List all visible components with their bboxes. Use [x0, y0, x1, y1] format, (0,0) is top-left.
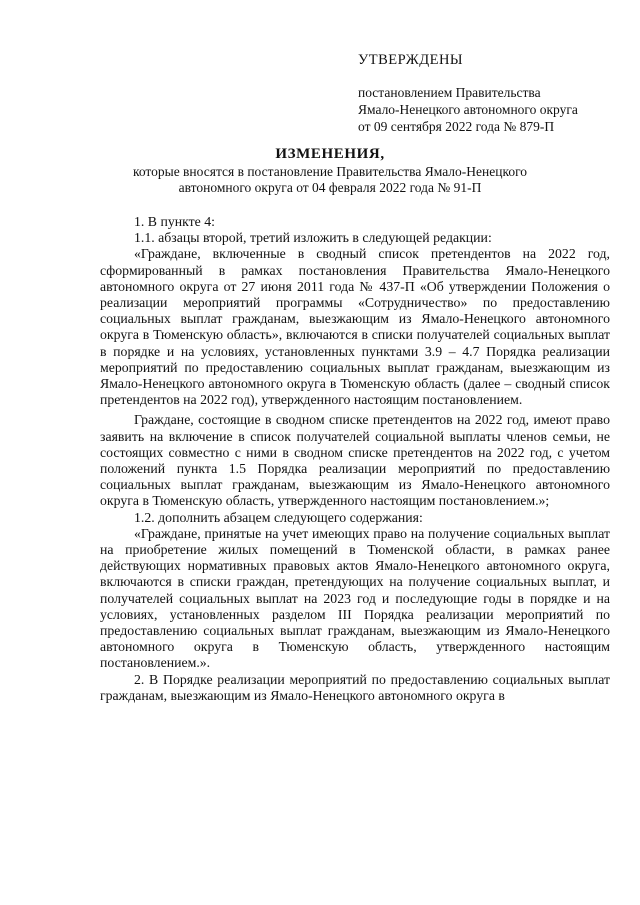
- approval-line: Ямало-Ненецкого автономного округа: [358, 102, 578, 117]
- approval-line: от 09 сентября 2022 года № 879-П: [358, 119, 555, 134]
- paragraph-item-2: 2. В Порядке реализации мероприятий по предоставлению социальных выплат гражданам, выезжающим из Ямало-Ненецкого автономного округа в: [100, 671, 610, 703]
- approval-stamp: [358, 52, 628, 135]
- document-body: [100, 214, 610, 704]
- document-subtitle-line: которые вносятся в постановление Правительства Ямало-Ненецкого: [132, 164, 528, 179]
- document-title: ИЗМЕНЕНИЯ,: [275, 146, 385, 162]
- paragraph-subitem-1-2: 1.2. дополнить абзацем следующего содержания:: [134, 509, 423, 525]
- paragraph-subitem-1-1: 1.1. абзацы второй, третий изложить в следующей редакции:: [134, 230, 492, 246]
- approval-heading: УТВЕРЖДЕНЫ: [358, 52, 464, 68]
- paragraph-quoted-text: «Граждане, принятые на учет имеющих право на получение социальных выплат на приобретение жилых помещений в Тюменской области, в рамках ранее действующих нормативных правовых актов Ямало-Ненецкого автономного округа, включаются в списки граждан, претендующих на получение социальных выплат, и получателей социальных выплат на 2023 год и последующие годы в порядке и на условиях, установленных разделом III Порядка реализации мероприятий по предоставлению социальных выплат гражданам, выезжающим из Ямало-Ненецкого автономного округа в Тюменскую область, утвержденного настоящим постановлением.».: [100, 525, 610, 671]
- paragraph-quoted-text: Граждане, состоящие в сводном списке претендентов на 2022 год, имеют право заявить на включение в список получателей социальной выплаты членов семьи, не состоящих совместно с ними в сводном списке претендентов на 2022 год, с учетом положений пункта 1.5 Порядка реализации мероприятий по предоставлению социальных выплат гражданам, выезжающим из Ямало-Ненецкого автономного округа в Тюменскую область, утвержденного настоящим постановлением.»;: [100, 412, 610, 509]
- approval-line: постановлением Правительства: [358, 85, 541, 100]
- document-header: [100, 146, 560, 196]
- paragraph-quoted-text: «Граждане, включенные в сводный список претендентов на 2022 год, сформированный в рамках постановления Правительства Ямало-Ненецкого автономного округа от 27 июня 2011 года № 437-П «Об утверждении Положения о реализации мероприятий программы «Сотрудничество» по предоставлению социальных выплат гражданам, выезжающим из Ямало-Ненецкого автономного округа в Тюменскую область», включаются в списки получателей социальных выплат в порядке и на условиях, установленных пунктами 3.9 – 4.7 Порядка реализации мероприятий по предоставлению социальных выплат гражданам, выезжающим из Ямало-Ненецкого автономного округа в Тюменскую область (далее – сводный список претендентов на 2022 год), утвержденного настоящим постановлением.: [100, 246, 610, 408]
- document-subtitle-line: автономного округа от 04 февраля 2022 года № 91-П: [178, 180, 482, 195]
- paragraph-item-1: 1. В пункте 4:: [134, 214, 215, 229]
